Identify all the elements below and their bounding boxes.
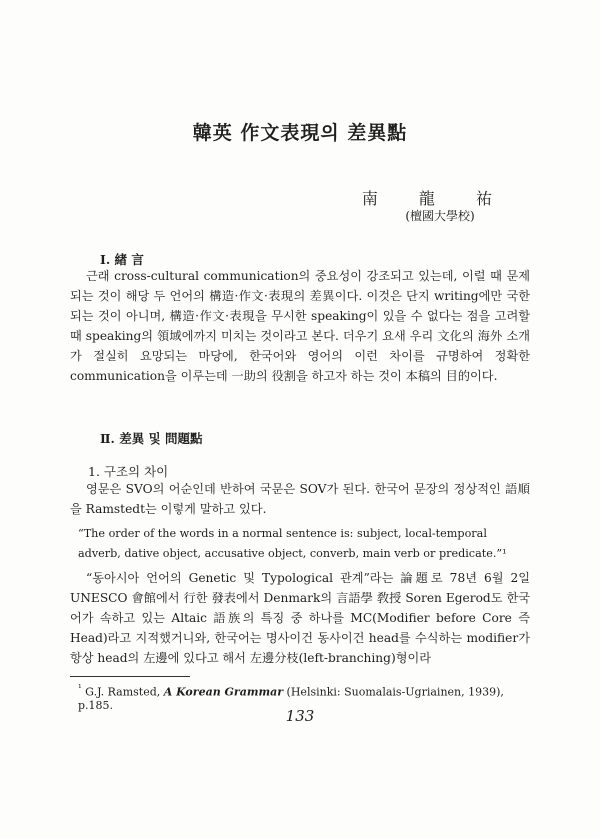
author-affiliation: (檀國大學校): [405, 209, 475, 223]
ramstedt-quote: “The order of the words in a normal sentence is: subject, local-temporal adverb, dative object, accusative object, converb, main verb or predicate.”¹: [78, 527, 507, 560]
author-name: 南 龍 祐: [361, 189, 510, 208]
page-number: 133: [285, 707, 315, 725]
footnote-book-title: A Korean Grammar: [163, 685, 284, 699]
intro-paragraph: 근래 cross-cultural communication의 중요성이 강조되고 있는데, 이럴 때 문제되는 것이 해당 두 언어의 構造·作文·表現의 差異이다. 이것은 단지 writing에만 국한되는 것이 아니며, 構造·作文·表現을 무시한 speaking이 있을 수 없다는 점을 고려할 때 speaking의 領域에까지 미치는 것이라고 본다. 더우기 요새 우리 文化의 海外 소개가 절실히 요망되는 마당에, 한국어와 영어의 이런 차이를 규명하여 정확한 communication을 이루는데 一助의 役割을 하고자 하는 것이 本稿의 目的이다.: [70, 269, 530, 384]
paper-title: 韓英 作文表現의 差異點: [192, 122, 408, 144]
subsection-heading-structure: 1. 구조의 차이: [88, 464, 169, 479]
section-heading-differences: Ⅱ. 差異 및 問題點: [100, 431, 203, 446]
section-heading-introduction: Ⅰ. 緖 言: [100, 252, 144, 267]
footnote-author: G.J. Ramsted,: [85, 685, 161, 699]
footnote-divider: [70, 676, 190, 677]
egerod-paragraph: “동아시아 언어의 Genetic 및 Typological 관계”라는 論題로 78년 6월 2일 UNESCO 會館에서 行한 發表에서 Denmark의 言語學 敎授 Soren Egerod도 한국어가 속하고 있는 Altaic 語族의 특징 중 하나를 MC(Modifier before Core 즉 Head)라고 지적했거니와, 한국어는 명사이건 동사이건 head를 수식하는 modifier가 항상 head의 左邊에 있다고 해서 左邊分枝(left-branching)형이라: [70, 571, 530, 666]
footnote-details: (Helsinki: Suomalais-Ugriainen, 1939), p.185.: [78, 685, 504, 712]
footnote-mark: ¹: [78, 683, 82, 694]
structure-paragraph: 영문은 SVO의 어순인데 반하여 국문은 SOV가 된다. 한국어 문장의 정상적인 語順을 Ramstedt는 이렇게 말하고 있다.: [70, 482, 530, 517]
